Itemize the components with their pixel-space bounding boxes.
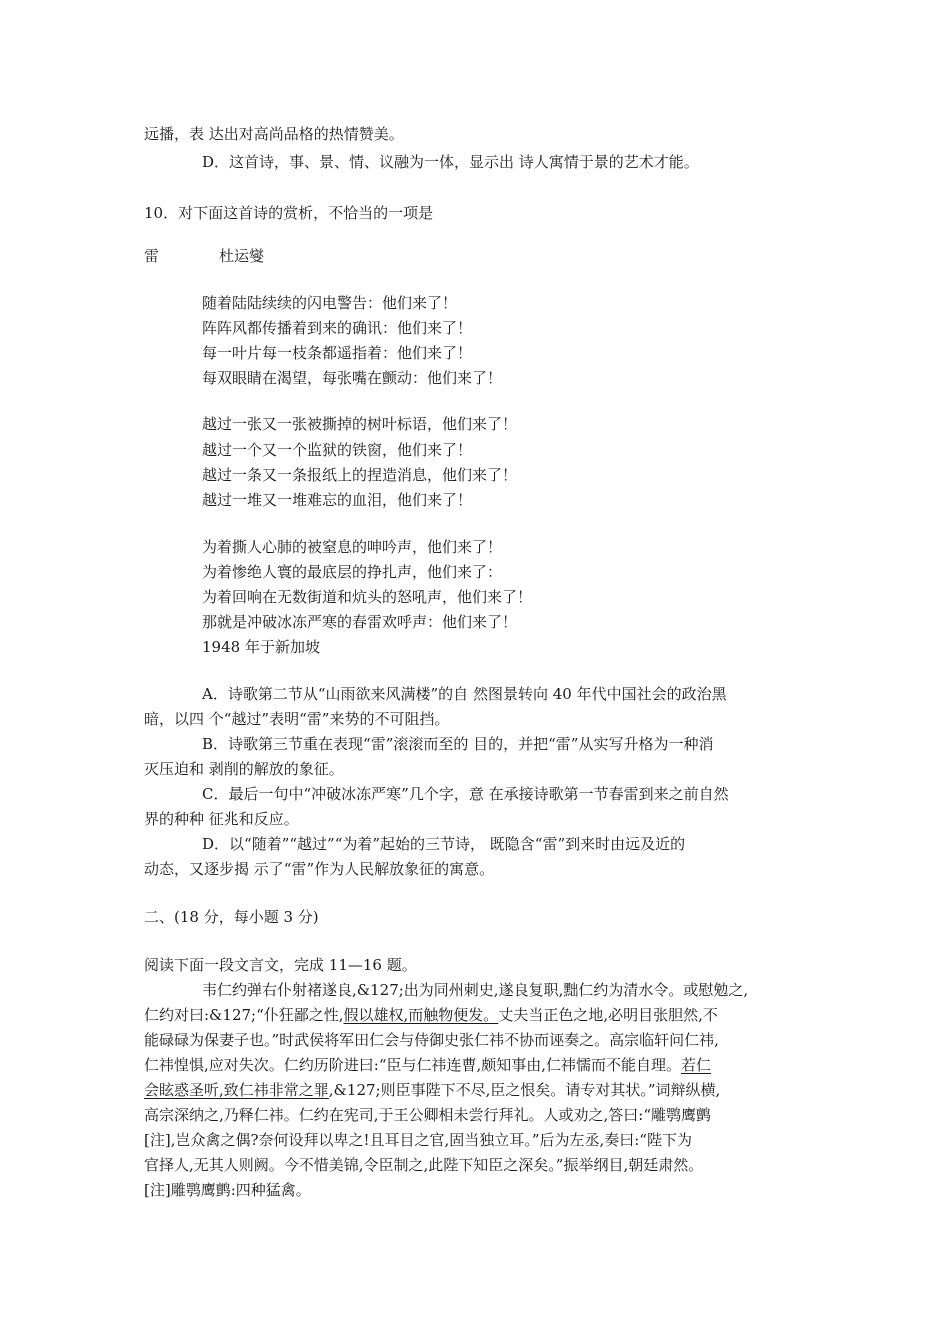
underlined-sentence: 若仁 <box>681 1056 712 1074</box>
poem-line: 越过一条又一条报纸上的捏造消息，他们来了！ <box>202 466 518 484</box>
passage-line: 会眩惑圣听,致仁祎非常之罪,&127;则臣事陛下不尽,臣之恨矣。请专对其状。”词辩纵横, <box>144 1081 721 1099</box>
poem-line: 随着陆陆续续的闪电警告：他们来了！ <box>202 294 458 312</box>
underlined-sentence: 假以雄权,而触物便发。 <box>343 1006 499 1024</box>
poem-line: 每一叶片每一枝条都遥指着：他们来了！ <box>202 344 473 362</box>
q9-tail-line: 远播，表 达出对高尚品格的热情赞美。 <box>144 125 404 143</box>
poem-line: 越过一个又一个监狱的铁窗，他们来了！ <box>202 441 473 459</box>
q10-option-a: A．诗歌第二节从“山雨欲来风满楼”的自 然图景转向 40 年代中国社会的政治黑 <box>202 685 727 703</box>
poem-line: 每双眼睛在渴望，每张嘴在颤动：他们来了！ <box>202 369 503 387</box>
passage-line: 官择人,无其人则阙。今不惜美锦,令臣制之,此陛下知臣之深矣。”振举纲目,朝廷肃然。 <box>144 1156 704 1174</box>
q10-option-c-cont: 界的种种 征兆和反应。 <box>144 810 299 828</box>
q10-stem: 10．对下面这首诗的赏析，不恰当的一项是 <box>144 204 434 222</box>
passage-line: 高宗深纳之,乃释仁祎。仁约在宪司,于王公卿相未尝行拜礼。人或劝之,答曰:“雕鹗鹰鹯 <box>144 1106 712 1124</box>
passage-line: 韦仁约弹右仆射褚遂良,&127;出为同州刺史,遂良复职,黜仁约为清水令。或慰勉之, <box>202 981 749 999</box>
poem-line: 为着撕人心肺的被窒息的呻吟声，他们来了！ <box>202 538 503 556</box>
q10-option-b-cont: 灭压迫和 剥削的解放的象征。 <box>144 760 344 778</box>
passage-line: 仁祎惶惧,应对失次。仁约历阶进曰:“臣与仁祎连曹,颇知事由,仁祎懦而不能自理。若仁 <box>144 1056 712 1074</box>
q10-option-a-cont: 暗，以四 个“越过”表明“雷”来势的不可阻挡。 <box>144 710 450 728</box>
poem-line: 那就是冲破冰冻严寒的春雷欢呼声：他们来了！ <box>202 613 518 631</box>
poem-date: 1948 年于新加坡 <box>202 638 320 656</box>
poem-line: 越过一堆又一堆难忘的血泪，他们来了！ <box>202 491 473 509</box>
poem-line: 越过一张又一张被撕掉的树叶标语，他们来了！ <box>202 415 518 433</box>
underlined-sentence: 会眩惑圣听,致仁祎非常之罪 <box>144 1081 329 1099</box>
passage-line: [注],岂众禽之偶?奈何设拜以卑之!且耳目之官,固当独立耳。”后为左丞,奏曰:“陛下为 <box>144 1131 692 1149</box>
q10-option-c: C．最后一句中“冲破冰冻严寒”几个字，意 在承接诗歌第一节春雷到来之前自然 <box>202 785 729 803</box>
poem-line: 为着惨绝人寰的最底层的挣扎声，他们来了： <box>202 563 503 581</box>
q10-option-d: D．以“随着”“越过”“为着”起始的三节诗， 既隐含“雷”到来时由远及近的 <box>202 835 686 853</box>
poem-line: 阵阵风都传播着到来的确讯：他们来了！ <box>202 319 473 337</box>
passage-line: 仁约对曰:&127;“仆狂鄙之性,假以雄权,而触物便发。丈夫当正色之地,必明目张胆然,不 <box>144 1006 718 1024</box>
poem-line: 为着回响在无数街道和炕头的怒吼声，他们来了！ <box>202 588 533 606</box>
poem-title: 雷 <box>144 247 160 265</box>
section-intro: 阅读下面一段文言文，完成 11—16 题。 <box>144 956 417 974</box>
passage-line: 能碌碌为保妻子也。”时武侯将军田仁会与侍御史张仁祎不协而诬奏之。高宗临轩问仁祎, <box>144 1031 719 1049</box>
poem-author: 杜运燮 <box>219 247 265 265</box>
q10-option-b: B．诗歌第三节重在表现“雷”滚滚而至的 目的，并把“雷”从实写升格为一种消 <box>202 735 714 753</box>
q9-option-d: D．这首诗，事、景、情、议融为一体，显示出 诗人寓情于景的艺术才能。 <box>202 153 699 171</box>
q10-option-d-cont: 动态，又逐步揭 示了“雷”作为人民解放象征的寓意。 <box>144 860 495 878</box>
section-heading: 二、(18 分，每小题 3 分) <box>144 908 319 926</box>
passage-note: [注]雕鹗鹰鹯:四种猛禽。 <box>144 1181 311 1199</box>
